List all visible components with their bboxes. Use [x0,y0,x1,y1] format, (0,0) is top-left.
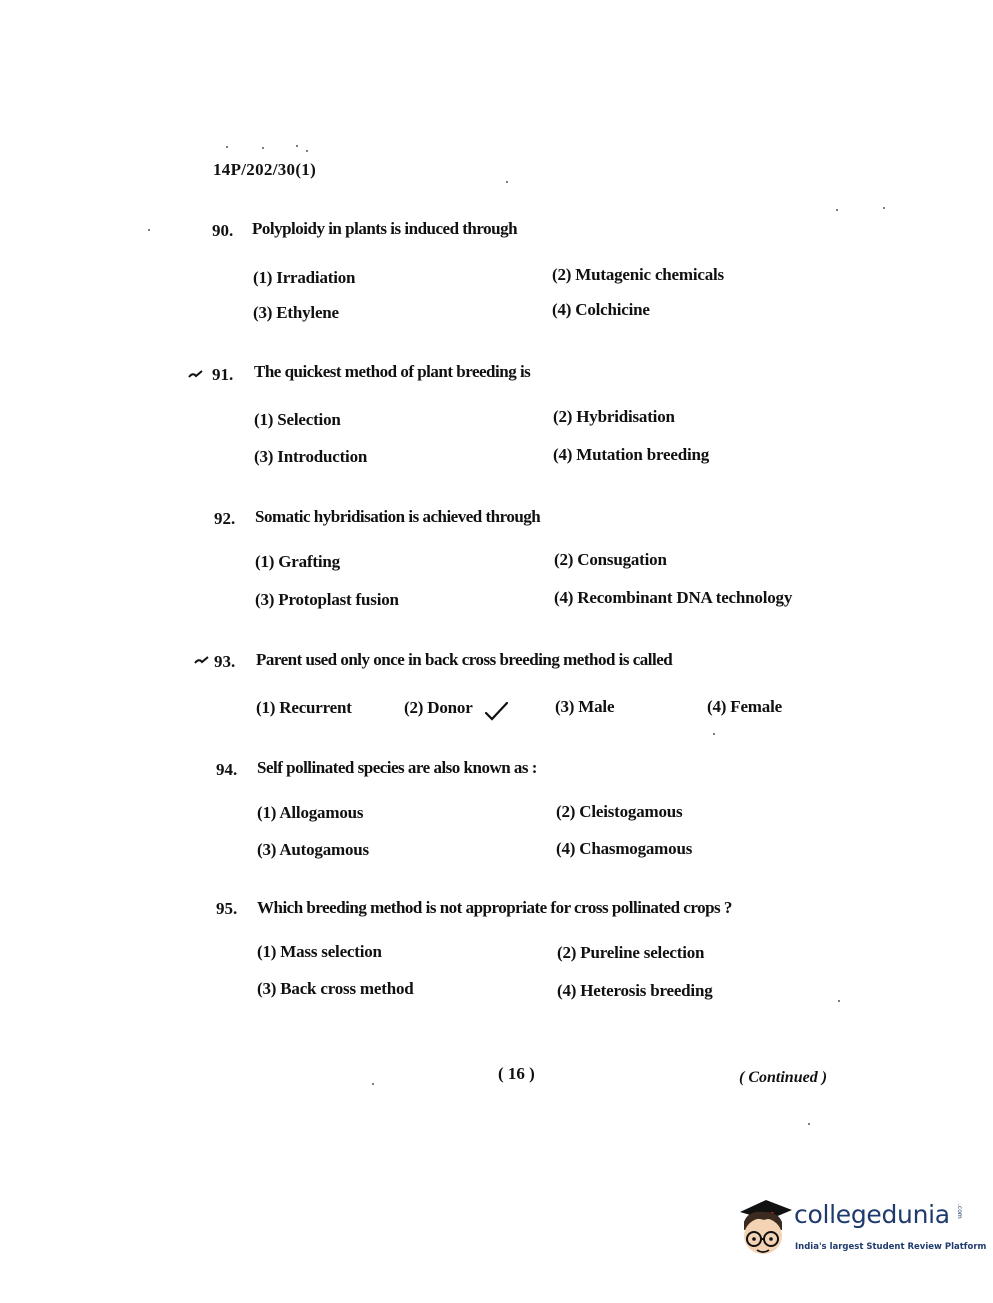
option-2: (2) Consugation [554,550,667,569]
check-mark-icon [483,700,509,722]
option-1: (1) Irradiation [253,268,356,287]
question-text: Parent used only once in back cross breeding method is called [256,650,673,669]
question-text: Polyploidy in plants is induced through [252,219,518,238]
paper-code: 14P/202/30(1) [213,160,317,179]
question-text: Somatic hybridisation is achieved through [255,507,541,526]
option-3: (3) Autogamous [257,840,369,859]
option-4: (4) Heterosis breeding [557,981,713,1000]
logo-name: collegedunia [794,1200,950,1229]
logo-com: .com [956,1204,963,1219]
option-3: (3) Male [555,697,615,716]
scan-speck [306,150,308,152]
option-1: (1) Allogamous [257,803,364,822]
option-3: (3) Ethylene [253,303,339,322]
scan-speck [713,733,715,735]
scan-speck [836,209,838,211]
logo-tagline: India's largest Student Review Platform [795,1242,987,1252]
pen-mark-icon [187,369,205,381]
scan-speck [148,229,150,231]
option-2: (2) Cleistogamous [556,802,683,821]
question-number: 95. [216,899,238,918]
scan-speck [838,1000,840,1002]
scan-speck [883,207,885,209]
question-number: 94. [216,760,238,779]
scan-speck [262,147,264,149]
option-4: (4) Chasmogamous [556,839,693,858]
scan-speck [808,1123,810,1125]
question-number: 90. [212,221,234,240]
option-2: (2) Mutagenic chemicals [552,265,724,284]
scan-speck [506,181,508,183]
option-2: (2) Pureline selection [557,943,705,962]
option-2: (2) Hybridisation [553,407,675,426]
option-1: (1) Selection [254,410,341,429]
collegedunia-logo [734,1196,987,1262]
question-number: 91. [212,365,234,384]
option-1: (1) Mass selection [257,942,382,961]
option-3: (3) Protoplast fusion [255,590,399,609]
option-4: (4) Colchicine [552,300,650,319]
pen-mark-icon [193,655,211,667]
option-4: (4) Mutation breeding [553,445,710,464]
option-1: (1) Recurrent [256,698,352,717]
scan-speck [296,145,298,147]
option-3: (3) Back cross method [257,979,414,998]
question-number: 93. [214,652,236,671]
option-1: (1) Grafting [255,552,340,571]
option-4: (4) Female [707,697,782,716]
student-mascot-icon [734,1196,794,1258]
page-number: ( 16 ) [498,1064,535,1083]
question-text: Which breeding method is not appropriate for cross pollinated crops ? [257,898,732,917]
option-2: (2) Donor [404,698,473,717]
question-number: 92. [214,509,236,528]
option-4: (4) Recombinant DNA technology [554,588,793,607]
continued-label: ( Continued ) [739,1069,828,1086]
scan-speck [226,146,228,148]
question-text: The quickest method of plant breeding is [254,362,531,381]
option-3: (3) Introduction [254,447,368,466]
question-text: Self pollinated species are also known as : [257,758,537,777]
scan-speck [372,1083,374,1085]
